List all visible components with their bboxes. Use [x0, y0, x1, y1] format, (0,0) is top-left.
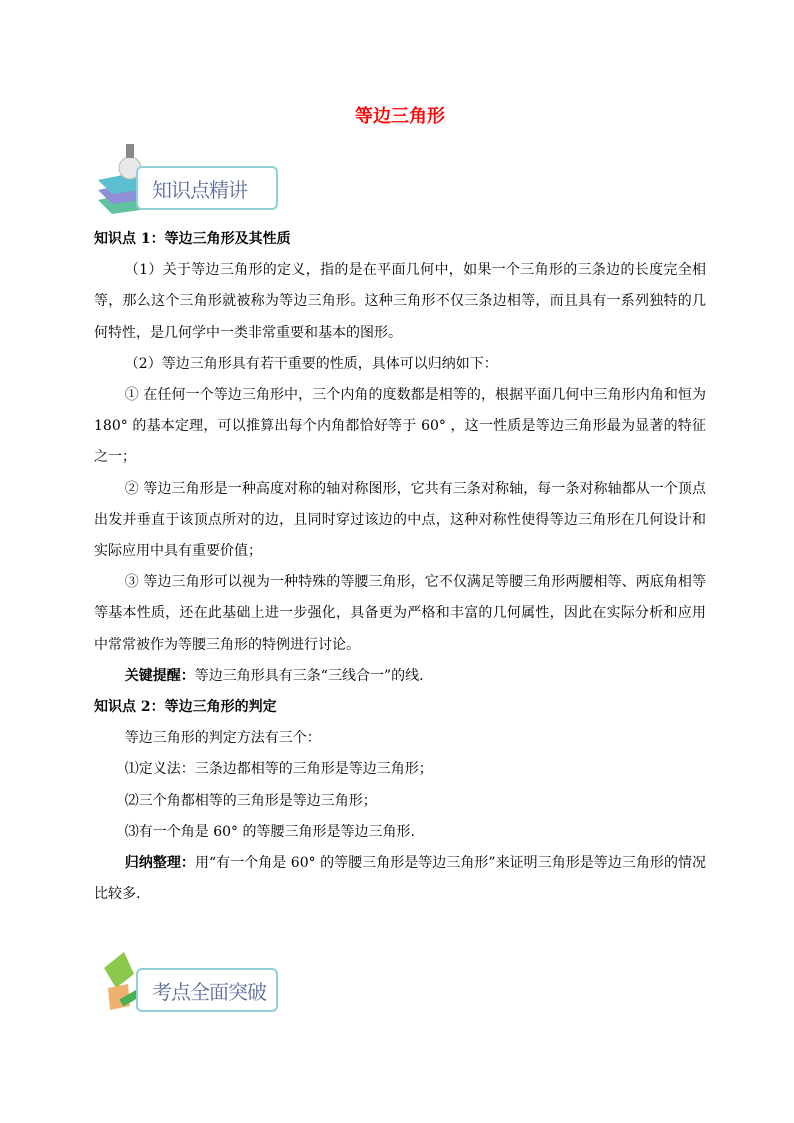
- tip-text: 等边三角形具有三条“三线合一”的线.: [194, 667, 424, 684]
- paragraph: （2）等边三角形具有若干重要的性质，具体可以归纳如下：: [124, 355, 498, 372]
- paragraph: （1）关于等边三角形的定义，指的是在平面几何中，如果一个三角形的三条边的长度完全相等，那么这个三角形就被称为等边三角形。这种三角形不仅三条边相等，而且具有一系列独特的几何特性，是几何学中一类非常重要和基本的图形。: [94, 262, 706, 341]
- section-heading: 知识点 2：等边三角形的判定: [94, 699, 277, 716]
- list-item: ⑶有一个角是 60° 的等腰三角形是等边三角形.: [124, 823, 415, 840]
- document-body: [94, 224, 706, 910]
- key-tip: [94, 661, 706, 692]
- summary-label: 归纳整理：: [124, 855, 195, 872]
- banner-label: 知识点精讲: [152, 178, 247, 202]
- list-item: ① 在任何一个等边三角形中，三个内角的度数都是相等的，根据平面几何中三角形内角和恒为 180° 的基本定理，可以推算出每个内角都恰好等于 60° ，这一性质是等边三角形最为显著的特征之一；: [94, 387, 706, 466]
- summary: [94, 848, 706, 910]
- list-item: ② 等边三角形是一种高度对称的轴对称图形，它共有三条对称轴，每一条对称轴都从一个顶点出发并垂直于该顶点所对的边，且同时穿过该边的中点，这种对称性使得等边三角形在几何设计和实际应用中具有重要价值；: [94, 480, 706, 560]
- paragraph: 等边三角形的判定方法有三个：: [124, 730, 321, 747]
- list-item: ⑴定义法：三条边都相等的三角形是等边三角形；: [124, 761, 433, 778]
- exam-banner: [94, 944, 280, 1016]
- knowledge-banner: [94, 142, 280, 214]
- page-title: 等边三角形: [355, 106, 445, 127]
- list-item: ③ 等边三角形可以视为一种特殊的等腰三角形，它不仅满足等腰三角形两腰相等、两底角相等等基本性质，还在此基础上进一步强化，具备更为严格和丰富的几何属性，因此在实际分析和应用中常常被作为等腰三角形的特例进行讨论。: [94, 574, 706, 653]
- tip-label: 关键提醒：: [124, 667, 195, 684]
- banner-label: 考点全面突破: [152, 980, 266, 1004]
- list-item: ⑵三个角都相等的三角形是等边三角形；: [124, 792, 377, 809]
- summary-text: 用“有一个角是 60° 的等腰三角形是等边三角形”来证明三角形是等边三角形的情况比较多.: [94, 855, 707, 903]
- section-heading: 知识点 1：等边三角形及其性质: [94, 231, 291, 247]
